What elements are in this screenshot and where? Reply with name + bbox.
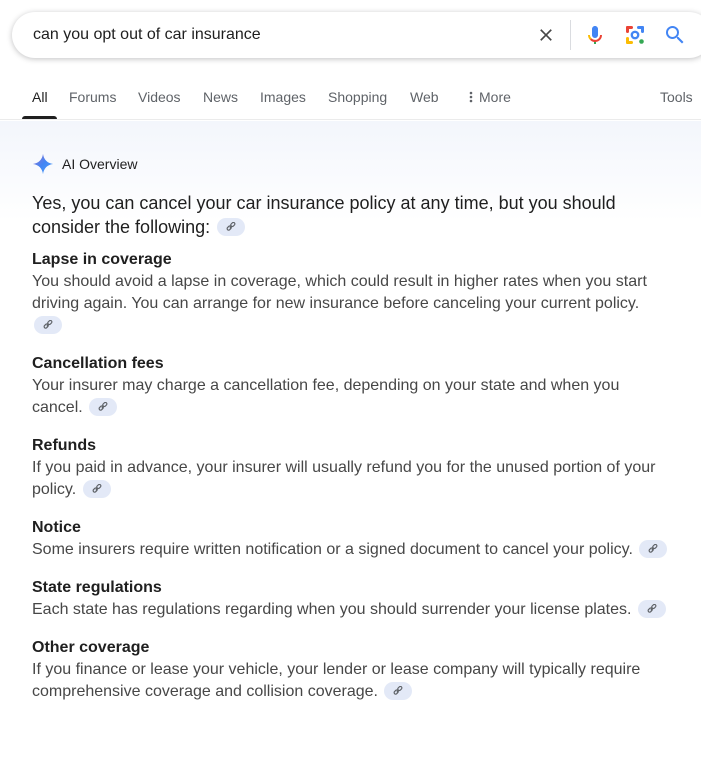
section-heading: Notice bbox=[32, 519, 81, 536]
link-icon bbox=[226, 222, 236, 232]
ai-overview-content bbox=[32, 191, 672, 703]
more-vert-icon bbox=[466, 90, 476, 104]
search-icon[interactable] bbox=[663, 23, 687, 47]
link-icon bbox=[393, 686, 403, 696]
tab-all[interactable]: All bbox=[32, 89, 48, 105]
link-icon bbox=[647, 604, 657, 614]
ai-overview-lead bbox=[32, 191, 672, 239]
section-heading: State regulations bbox=[32, 579, 162, 596]
overview-section bbox=[32, 577, 672, 621]
section-heading: Lapse in coverage bbox=[32, 251, 172, 268]
section-body bbox=[32, 271, 672, 337]
tools-button[interactable]: Tools bbox=[660, 89, 693, 105]
tab-news[interactable]: News bbox=[203, 89, 239, 105]
overview-section bbox=[32, 353, 672, 419]
tab-videos[interactable]: Videos bbox=[138, 89, 181, 105]
citation-link[interactable] bbox=[384, 682, 412, 700]
overview-section bbox=[32, 517, 672, 561]
section-body-text: If you paid in advance, your insurer will usually refund you for the unused portion of your policy. bbox=[32, 459, 656, 498]
link-icon bbox=[648, 544, 658, 554]
tab-shopping[interactable]: Shopping bbox=[328, 89, 388, 105]
link-icon bbox=[98, 402, 108, 412]
link-icon bbox=[92, 484, 102, 494]
section-body-text: Your insurer may charge a cancellation fee, depending on your state and when you cancel. bbox=[32, 377, 620, 416]
overview-section bbox=[32, 435, 672, 501]
citation-link[interactable] bbox=[83, 480, 111, 498]
tab-images[interactable]: Images bbox=[260, 89, 306, 105]
ai-overview-header bbox=[32, 153, 137, 175]
close-icon[interactable] bbox=[534, 23, 558, 47]
ai-overview-lead-text: Yes, you can cancel your car insurance policy at any time, but you should consider the following: bbox=[32, 193, 616, 237]
section-body-text: Each state has regulations regarding when you should surrender your license plates. bbox=[32, 601, 632, 618]
citation-link[interactable] bbox=[217, 218, 245, 236]
tab-web[interactable]: Web bbox=[410, 89, 439, 105]
tab-more[interactable] bbox=[466, 89, 511, 105]
section-body bbox=[32, 539, 672, 561]
citation-link[interactable] bbox=[639, 540, 667, 558]
search-bar-divider bbox=[570, 20, 571, 50]
section-body bbox=[32, 375, 672, 419]
microphone-icon[interactable] bbox=[583, 23, 607, 47]
section-body-text: Some insurers require written notification or a signed document to cancel your policy. bbox=[32, 541, 633, 558]
overview-section bbox=[32, 249, 672, 337]
tab-more-label: More bbox=[479, 89, 511, 105]
active-tab-indicator bbox=[22, 116, 57, 119]
ai-overview-title: AI Overview bbox=[62, 156, 138, 172]
section-body-text: You should avoid a lapse in coverage, which could result in higher rates when you start driving again. You can arrange for new insurance before canceling your current policy. bbox=[32, 273, 647, 312]
section-heading: Refunds bbox=[32, 437, 96, 454]
tab-forums[interactable]: Forums bbox=[69, 89, 117, 105]
section-body bbox=[32, 457, 672, 501]
lens-icon[interactable] bbox=[623, 23, 647, 47]
search-tabs bbox=[0, 72, 701, 120]
link-icon bbox=[43, 320, 53, 330]
citation-link[interactable] bbox=[89, 398, 117, 416]
section-heading: Other coverage bbox=[32, 639, 150, 656]
citation-link[interactable] bbox=[638, 600, 666, 618]
citation-link[interactable] bbox=[34, 316, 62, 334]
section-heading: Cancellation fees bbox=[32, 355, 164, 372]
section-body bbox=[32, 659, 672, 703]
search-input[interactable] bbox=[33, 23, 513, 47]
section-body-text: If you finance or lease your vehicle, your lender or lease company will typically require comprehensive coverage and collision coverage. bbox=[32, 661, 641, 700]
ai-overview-panel bbox=[0, 121, 701, 784]
sparkle-icon bbox=[32, 153, 54, 175]
overview-section bbox=[32, 637, 672, 703]
search-bar bbox=[12, 12, 701, 58]
section-body bbox=[32, 599, 672, 621]
